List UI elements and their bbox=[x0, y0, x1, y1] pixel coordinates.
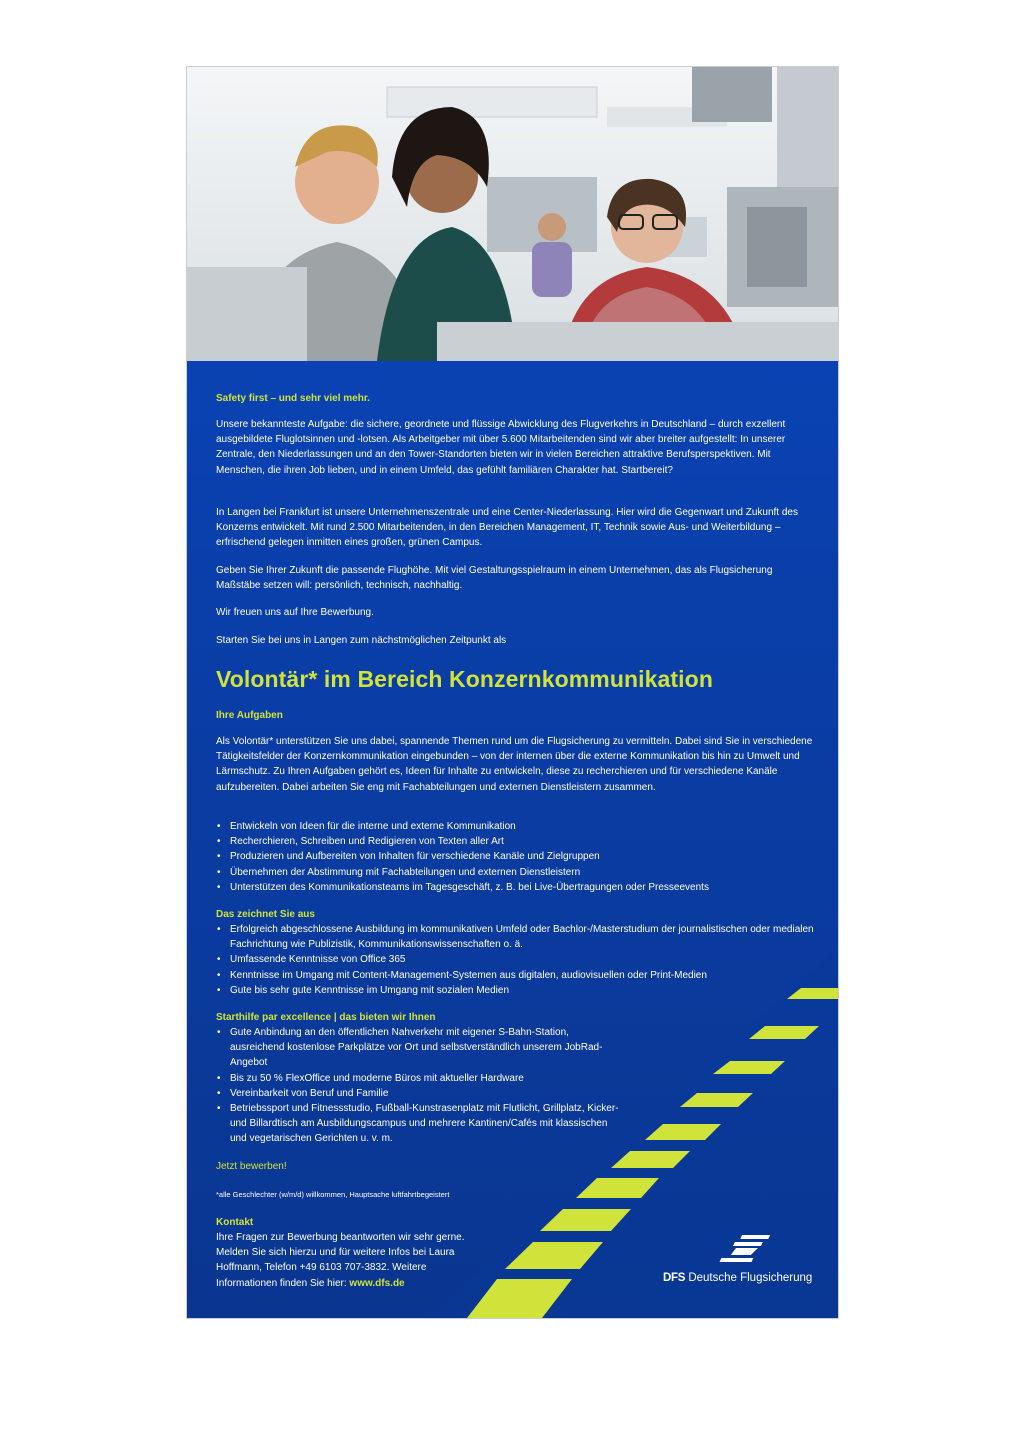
tasks-heading-block bbox=[216, 708, 816, 723]
dfs-logo-text bbox=[663, 1271, 812, 1285]
intro-text-1: Unsere bekannteste Aufgabe: die sichere, geordnete und flüssige Abwicklung des Flugverkehrs in Deutschland – durch exzellent ausgebildete Fluglotsinnen und -lotsen. Als Arbeitgeber mit über 5.600 Mitarbeitenden sind wir aber breiter aufgestellt: In unserer Zentrale, den Niederlassungen und an den Tower-Standorten bieten wir in vielen Bereichen attraktive Berufsperspektiven. Mit Menschen, die ihren Job lieben, und in einem Umfeld, das gefühlt familiären Charakter hat. Startbereit? bbox=[216, 419, 786, 476]
list-item: • Entwickeln von Ideen für die interne und externe Kommunikation bbox=[216, 819, 816, 834]
tasks-list-block bbox=[216, 819, 816, 895]
contact-text bbox=[216, 1230, 484, 1291]
list-item: • Produzieren und Aufbereiten von Inhalten für verschiedene Kanäle und Zielgruppen bbox=[216, 849, 816, 864]
job-title-block bbox=[216, 665, 816, 693]
job-advertisement bbox=[186, 66, 839, 1319]
list-item: • Erfolgreich abgeschlossene Ausbildung im kommunikativen Umfeld oder Bachlor-/Masterstudium der journalistischen oder medialen Fachrichtung wie Publizistik, Kommunikationswissenschaften o. ä. bbox=[216, 922, 816, 952]
dfs-emblem-icon bbox=[663, 1233, 823, 1267]
profile-list bbox=[216, 922, 816, 998]
intro-heading: Safety first – und sehr viel mehr. bbox=[216, 393, 370, 404]
apply-link[interactable]: Jetzt bewerben! bbox=[216, 1161, 287, 1172]
list-item: • Gute Anbindung an den öffentlichen Nahverkehr mit eigener S-Bahn-Station, ausreichend kostenlose Parkplätze vor Ort und selbstverständlich unserem JobRad-Angebot bbox=[216, 1025, 626, 1071]
intro-text-2: In Langen bei Frankfurt ist unsere Unternehmenszentrale und eine Center-Niederlassung. Hier wird die Gegenwart und Zukunft des Konzerns entwickelt. Mit rund 2.500 Mitarbeitenden, in den Bereichen Management, IT, Technik sowie Aus- und Weiterbildung – erfrischend gelegen inmitten eines großen, grünen Campus. bbox=[216, 507, 798, 549]
website-link[interactable]: www.dfs.de bbox=[349, 1277, 405, 1289]
intro-paragraph-4 bbox=[216, 605, 816, 620]
intro-text-3: Geben Sie Ihrer Zukunft die passende Flughöhe. Mit viel Gestaltungsspielraum in einem Unternehmen, das als Flugsicherung Maßstäbe setzen will: persönlich, technisch, nachhaltig. bbox=[216, 565, 773, 592]
contact-block bbox=[216, 1215, 484, 1291]
benefits-list bbox=[216, 1025, 626, 1147]
intro-text-5: Starten Sie bei uns in Langen zum nächstmöglichen Zeitpunkt als bbox=[216, 635, 507, 646]
apply-block bbox=[216, 1159, 816, 1174]
contact-body: Ihre Fragen zur Bewerbung beantworten wir sehr gerne. Melden Sie sich hierzu und für weitere Infos bei Laura Hoffmann, Telefon +49 6103 707-3832. Weitere Informationen finden Sie hier: bbox=[216, 1232, 465, 1289]
footnote-block bbox=[216, 1189, 816, 1200]
contact-heading: Kontakt bbox=[216, 1217, 254, 1228]
dfs-name: Deutsche Flugsicherung bbox=[688, 1272, 813, 1284]
intro-paragraph-3 bbox=[216, 563, 776, 593]
footnote: *alle Geschlechter (w/m/d) willkommen, Hauptsache luftfahrtbegeistert bbox=[216, 1190, 450, 1199]
list-item: • Umfassende Kenntnisse von Office 365 bbox=[216, 952, 816, 967]
benefits-block bbox=[216, 1010, 626, 1147]
dfs-logo bbox=[663, 1233, 823, 1293]
job-title: Volontär* im Bereich Konzernkommunikation bbox=[216, 666, 713, 692]
intro-paragraph-1 bbox=[216, 417, 816, 478]
list-item: • Unterstützen des Kommunikationsteams im Tagesgeschäft, z. B. bei Live-Übertragungen oder Presseevents bbox=[216, 880, 816, 895]
list-item: • Gute bis sehr gute Kenntnisse im Umgang mit sozialen Medien bbox=[216, 983, 816, 998]
list-item: • Recherchieren, Schreiben und Redigieren von Texten aller Art bbox=[216, 834, 816, 849]
intro-text-4: Wir freuen uns auf Ihre Bewerbung. bbox=[216, 607, 374, 618]
list-item: • Kenntnisse im Umgang mit Content-Management-Systemen aus digitalen, audiovisuellen oder Print-Medien bbox=[216, 968, 816, 983]
tasks-text: Als Volontär* unterstützen Sie uns dabei, spannende Themen rund um die Flugsicherung zu vermitteln. Dabei sind Sie in verschiedene Tätigkeitsfelder der Konzernkommunikation eingebunden – von der internen über die externe Kommunikation bis hin zu Umwelt und Lärmschutz. Zu Ihren Aufgaben gehört es, Ideen für Inhalte zu entwickeln, diese zu recherchieren und für verschiedene Kanäle aufzubereiten. Dabei arbeiten Sie eng mit Fachabteilungen und externen Dienstleistern zusammen. bbox=[216, 736, 813, 793]
tasks-list bbox=[216, 819, 816, 895]
intro-paragraph-2 bbox=[216, 505, 816, 551]
tasks-heading: Ihre Aufgaben bbox=[216, 710, 283, 721]
list-item: • Vereinbarkeit von Beruf und Familie bbox=[216, 1086, 626, 1101]
intro-paragraph-5 bbox=[216, 633, 816, 648]
office-photo-illustration bbox=[187, 67, 838, 361]
profile-heading: Das zeichnet Sie aus bbox=[216, 909, 315, 920]
benefits-heading: Starthilfe par excellence | das bieten wir Ihnen bbox=[216, 1012, 436, 1023]
list-item: • Bis zu 50 % FlexOffice und moderne Büros mit aktueller Hardware bbox=[216, 1071, 626, 1086]
intro-section bbox=[216, 391, 816, 406]
profile-block bbox=[216, 907, 816, 998]
list-item: • Betriebssport und Fitnessstudio, Fußball-Kunstrasenplatz mit Flutlicht, Grillplatz, Kicker- und Billardtisch am Ausbildungscampus und mehrere Kantinen/Cafés mit klassischen und vegetarischen Gerichten u. v. m. bbox=[216, 1101, 626, 1147]
office-photo bbox=[187, 67, 838, 361]
tasks-text-block bbox=[216, 734, 816, 795]
list-item: • Übernehmen der Abstimmung mit Fachabteilungen und externen Dienstleistern bbox=[216, 865, 816, 880]
dfs-abbr: DFS bbox=[663, 1272, 686, 1284]
